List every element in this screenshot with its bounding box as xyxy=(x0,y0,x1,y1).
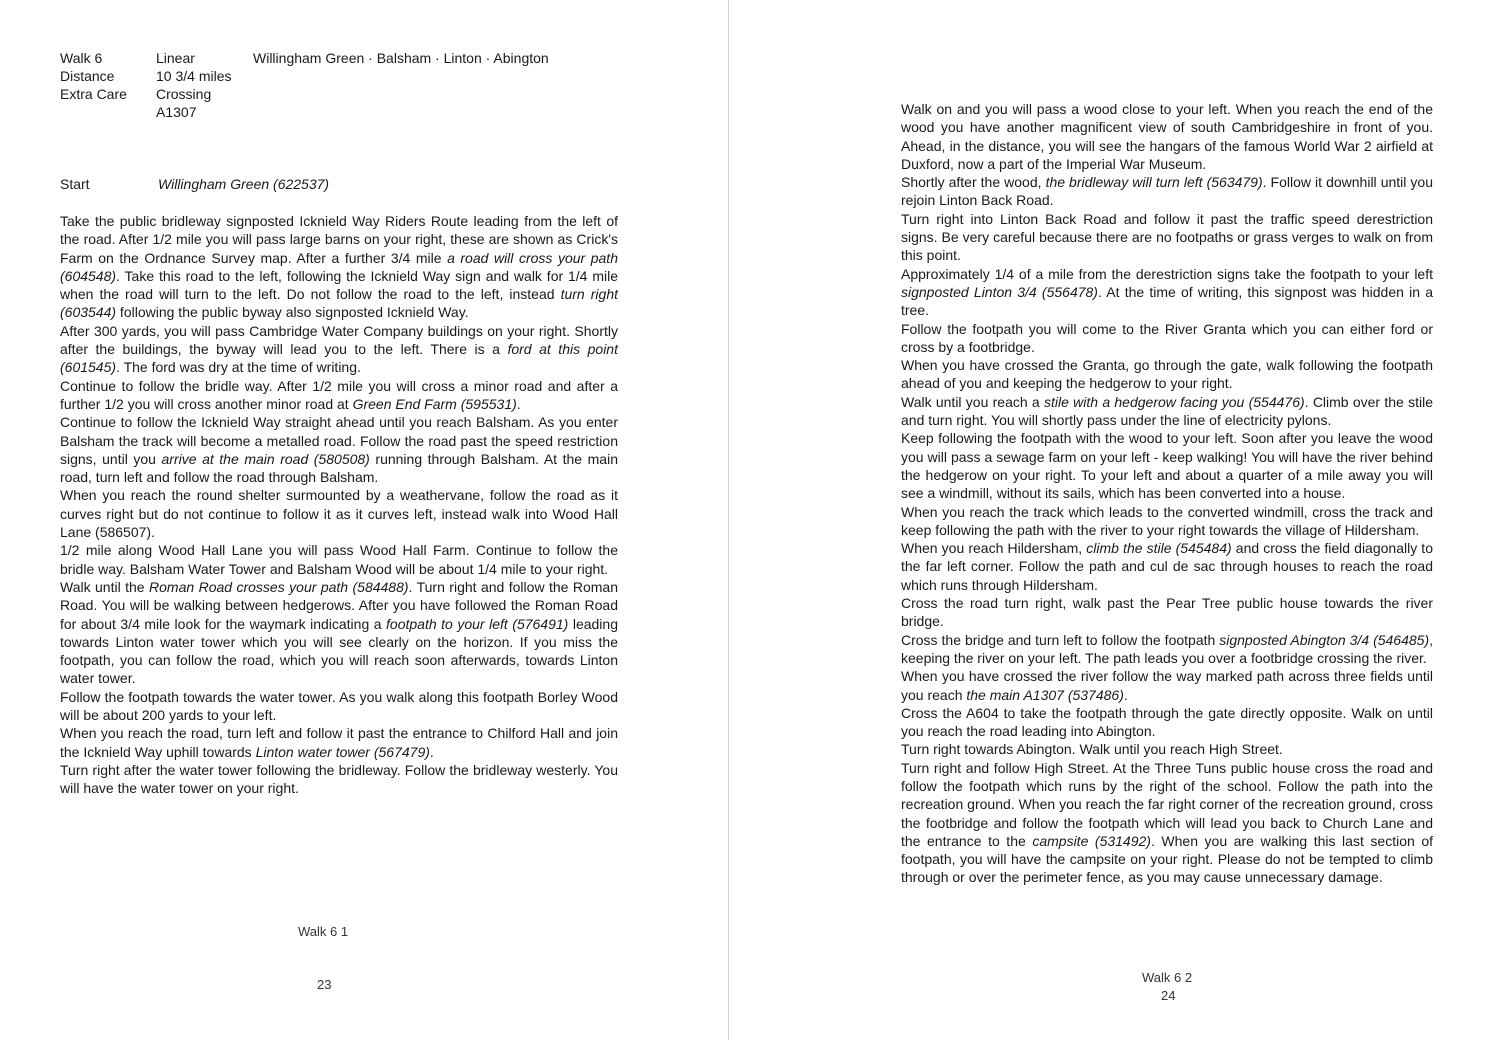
page-footer-label: Walk 6 1 xyxy=(298,924,349,939)
direction-paragraph: When you reach the road, turn left and follow it past the entrance to Chilford Hall and join the Icknield Way uphill towards Linton water tower (567479). xyxy=(60,725,618,760)
direction-paragraph: Continue to follow the Icknield Way straight ahead until you reach Balsham. As you enter Balsham the track will become a metalled road. Follow the road past the speed restriction signs, until you arrive at the main road (580508) running through Balsham. At the main road, turn left and follow the road through Balsham. xyxy=(60,414,618,486)
direction-paragraph: 1/2 mile along Wood Hall Lane you will pass Wood Hall Farm. Continue to follow the bridle way. Balsham Water Tower and Balsham Wood will be about 1/4 mile to your right. xyxy=(60,542,618,577)
direction-paragraph: When you reach the track which leads to the converted windmill, cross the track and keep following the path with the river to your right towards the village of Hildersham. xyxy=(901,503,1433,538)
header-label: Walk 6 xyxy=(60,50,103,66)
start-label: Start xyxy=(60,176,90,192)
direction-paragraph: When you have crossed the Granta, go through the gate, walk following the footpath ahead of you and keeping the hedgerow to your right. xyxy=(901,357,1433,392)
page-footer-label: Walk 6 2 xyxy=(1142,970,1193,985)
direction-paragraph: When you reach Hildersham, climb the stile (545484) and cross the field diagonally to the far left corner. Follow the path and cul de sac through houses to reach the road which runs through Hildersham. xyxy=(901,540,1433,593)
direction-paragraph: Follow the footpath towards the water tower. As you walk along this footpath Borley Wood will be about 200 yards to your left. xyxy=(60,688,618,724)
page-number: 24 xyxy=(1161,988,1176,1003)
direction-paragraph: Approximately 1/4 of a mile from the derestriction signs take the footpath to your left signposted Linton 3/4 (556478). At the time of writing, this signpost was hidden in a tree. xyxy=(901,265,1433,319)
walk-header xyxy=(60,49,549,121)
page-number: 23 xyxy=(317,977,332,992)
header-row-extra-care xyxy=(60,85,549,121)
direction-paragraph: After 300 yards, you will pass Cambridge Water Company buildings on your right. Shortly after the buildings, the byway will lead you to the left. There is a ford at this point (601545). The ford was dry at the time of writing. xyxy=(60,322,618,376)
direction-paragraph: Shortly after the wood, the bridleway will turn left (563479). Follow it downhill until you rejoin Linton Back Road. xyxy=(901,174,1433,209)
direction-paragraph: Keep following the footpath with the wood to your left. Soon after you leave the wood you will pass a sewage farm on your left - keep walking! You will have the river behind the hedgerow on your right. To your left and about a quarter of a mile away you will see a windmill, without its sails, which has been converted into a house. xyxy=(901,430,1433,502)
direction-paragraph: Take the public bridleway signposted Icknield Way Riders Route leading from the left of the road. After 1/2 mile you will pass large barns on your right, these are shown as Crick's Farm on the Ordnance Survey map. After a further 3/4 mile a road will cross your path (604548). Take this road to the left, following the Icknield Way sign and walk for 1/4 mile when the road will turn to the left. Do not follow the road to the left, instead turn right (603544) following the public byway also signposted Icknield Way. xyxy=(60,213,619,321)
direction-paragraph: When you reach the round shelter surmounted by a weathervane, follow the road as it curves right but do not continue to follow it as it curves left, instead walk into Wood Hall Lane (586507). xyxy=(60,487,618,541)
direction-paragraph: Cross the road turn right, walk past the Pear Tree public house towards the river bridge. xyxy=(901,595,1433,630)
left-page xyxy=(0,0,728,1040)
direction-paragraph: Turn right and follow High Street. At the Three Tuns public house cross the road and follow the footpath which runs by the right of the school. Follow the path into the recreation ground. When you reach the far right corner of the recreation ground, cross the footbridge and follow the footpath which will lead you back to Church Lane and the entrance to the campsite (531492). When you are walking this last section of footpath, you will have the campsite on your right. Please do not be tempted to climb through or over the perimeter fence, as you may cause unnecessary damage. xyxy=(901,759,1434,886)
header-row-walk xyxy=(60,49,549,67)
header-value: Linear xyxy=(156,50,195,66)
direction-paragraph: When you have crossed the river follow the way marked path across three fields until you reach the main A1307 (537486). xyxy=(901,668,1433,703)
right-page xyxy=(729,0,1500,1040)
direction-paragraph: Turn right after the water tower following the bridleway. Follow the bridleway westerly. You will have the water tower on your right. xyxy=(60,761,618,797)
start-location: Willingham Green (622537) xyxy=(158,176,330,192)
direction-paragraph: Follow the footpath you will come to the River Granta which you can either ford or cross by a footbridge. xyxy=(901,320,1433,355)
header-row-distance xyxy=(60,67,549,85)
header-value: 10 3/4 miles xyxy=(156,68,232,84)
direction-paragraph: Walk until you reach a stile with a hedgerow facing you (554476). Climb over the stile and turn right. You will shortly pass under the line of electricity pylons. xyxy=(901,393,1433,429)
direction-paragraph: Cross the bridge and turn left to follow the footpath signposted Abington 3/4 (546485), keeping the river on your left. The path leads you over a footbridge crossing the river. xyxy=(901,631,1433,666)
right-page-directions xyxy=(901,100,1433,887)
header-label: Distance xyxy=(60,68,115,84)
direction-paragraph: Walk on and you will pass a wood close to your left. When you reach the end of the wood you have another magnificent view of south Cambridgeshire in front of you. Ahead, in the distance, you will see the hangars of the famous World War 2 airfield at Duxford, now a part of the Imperial War Museum. xyxy=(901,101,1433,172)
header-label: Extra Care xyxy=(60,86,127,102)
header-value: Crossing A1307 xyxy=(156,86,212,120)
direction-paragraph: Walk until the Roman Road crosses your path (584488). Turn right and follow the Roman Road. You will be walking between hedgerows. After you have followed the Roman Road for about 3/4 mile look for the waymark indicating a footpath to your left (576491) leading towards Linton water tower which you will see clearly on the horizon. If you miss the footpath, you can follow the road, which you will reach soon afterwards, towards Linton water tower. xyxy=(60,578,619,687)
direction-paragraph: Turn right into Linton Back Road and follow it past the traffic speed derestriction signs. Be very careful because there are no footpaths or grass verges to walk on from this point. xyxy=(901,210,1433,264)
start-line xyxy=(60,176,329,192)
direction-paragraph: Turn right towards Abington. Walk until you reach High Street. xyxy=(901,741,1283,758)
direction-paragraph: Continue to follow the bridle way. After 1/2 mile you will cross a minor road and after a further 1/2 you will cross another minor road at Green End Farm (595531). xyxy=(60,377,618,412)
direction-paragraph: Cross the A604 to take the footpath through the gate directly opposite. Walk on until you reach the road leading into Abington. xyxy=(901,704,1433,740)
left-page-directions xyxy=(60,212,618,798)
header-route: Willingham Green · Balsham · Linton · Abington xyxy=(253,50,549,66)
